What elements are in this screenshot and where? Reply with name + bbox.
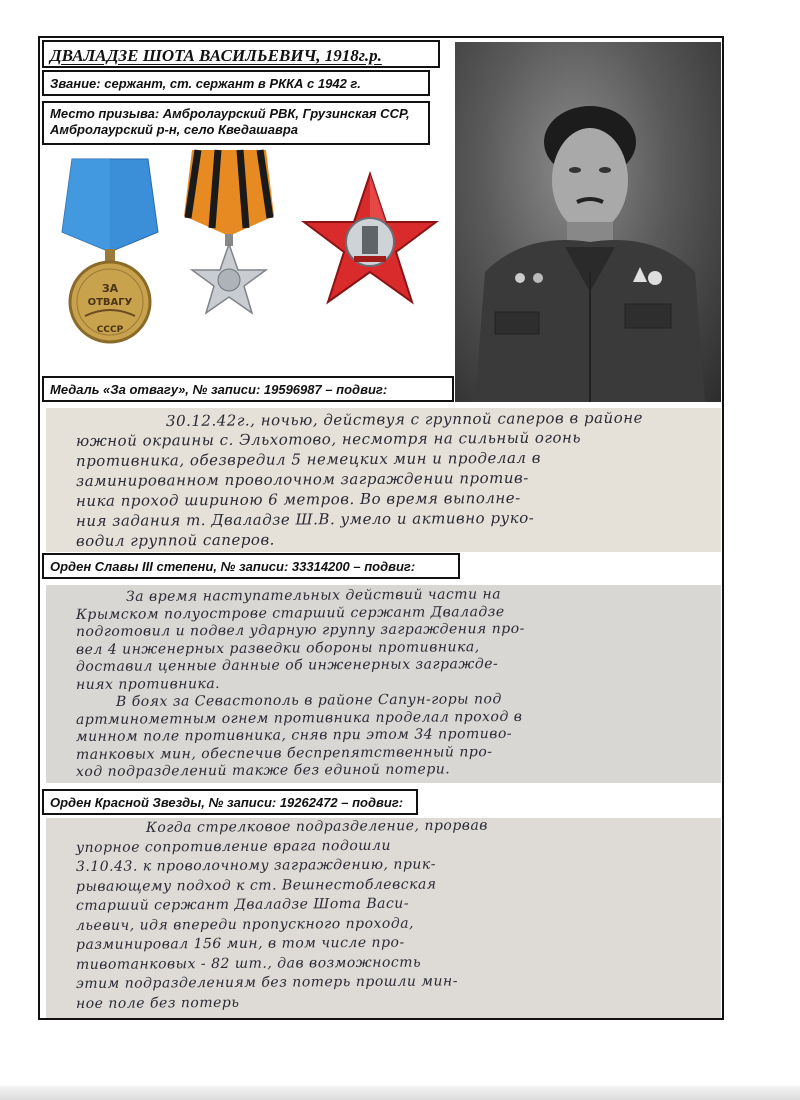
award-3-line: этим подразделениям без потерь прошли мин- — [75, 973, 459, 992]
award-2-line: вел 4 инженерных разведки обороны противника, — [75, 638, 480, 658]
soldier-portrait-photo — [455, 42, 721, 402]
medal-inscription-3: СССР — [96, 325, 124, 335]
award-1-line: ния задания т. Двaладзе Ш.В. умело и активно руко- — [75, 508, 535, 530]
award-2-line: ход подразделений также без единой потери. — [75, 761, 451, 780]
award-3-scan — [46, 818, 721, 1018]
award-3-line: рывающему подход к ст. Вешнестоблевская — [75, 875, 437, 895]
award-2-line: В боях за Севастополь в районе Сапун-горы под — [115, 691, 502, 710]
rank-label: Звание: сержант, ст. сержант в РККА с 1942 г. — [42, 70, 430, 96]
medal-inscription-1: ЗА — [101, 282, 119, 295]
award-3-line: упорное сопротивление врага подошли — [75, 837, 392, 856]
award-2-line: артминометным огнем противника проделал проход в — [75, 708, 523, 728]
award-1-line: ника проход шириною 6 метров. Во время выполне- — [75, 488, 521, 510]
award-2-line: ниях противника. — [75, 675, 221, 693]
award-3-line: ное поле без потерь — [75, 994, 240, 1012]
award-3-line: льевич, идя впереди пропускного прохода, — [75, 915, 415, 934]
award-1-scan — [46, 408, 721, 552]
award-3-line: старший сержант Двaладзе Шота Васи- — [75, 895, 410, 914]
award-2-line: доставил ценные данные об инженерных загражде- — [75, 656, 499, 675]
award-2-line: минном поле противника, сняв при этом 34 противо- — [75, 725, 513, 745]
award-3-line: Когда стрелковое подразделение, прорвав — [145, 818, 488, 836]
award-1-line: южной окраины с. Эльхотово, несмотря на сильный огонь — [75, 428, 582, 450]
award-2-line: Крымском полуострове старший сержант Двaладзе — [75, 603, 505, 623]
person-name-heading: ДВАЛАДЗЕ ШОТА ВАСИЛЬЕВИЧ, 1918г.р. — [42, 40, 440, 68]
award-2-line: За время наступательных действий части на — [125, 586, 502, 605]
page-bottom-edge — [0, 1086, 800, 1100]
award-1-line: противника, обезвредил 5 немецких мин и проделал в — [75, 448, 541, 470]
award-1-line: водил группой саперов. — [75, 530, 275, 550]
medal-for-courage-image — [50, 154, 170, 354]
award-2-line: подготовил и подвел ударную группу заграждения про- — [75, 620, 525, 640]
medals-group — [42, 148, 442, 374]
award-3-title: Орден Красной Звезды, № записи: 19262472 – подвиг: — [42, 789, 418, 815]
award-3-line: тивотанковых - 82 шт., дав возможность — [75, 954, 422, 973]
award-3-line: 3.10.43. к проволочному заграждению, прик- — [75, 856, 437, 875]
award-2-line: танковых мин, обеспечив беспрепятственный про- — [75, 743, 493, 763]
award-1-line: 30.12.42г., ночью, действуя с группой саперов в районе — [165, 408, 644, 430]
order-of-red-star-image — [300, 170, 440, 310]
order-of-glory-image — [174, 148, 284, 318]
award-3-line: разминировал 156 мин, в том числе про- — [75, 934, 405, 953]
award-1-line: заминированном проволочном заграждении против- — [75, 468, 529, 490]
award-2-title: Орден Славы III степени, № записи: 33314200 – подвиг: — [42, 553, 460, 579]
medal-inscription-2: ОТВАГУ — [87, 297, 133, 308]
award-1-title: Медаль «За отвагу», № записи: 19596987 – подвиг: — [42, 376, 454, 402]
award-2-scan — [46, 585, 721, 783]
conscription-place-label: Место призыва: Амбролаурский РВК, Грузинская ССР, Амбролаурский р-н, село Кведашавра — [42, 101, 430, 145]
